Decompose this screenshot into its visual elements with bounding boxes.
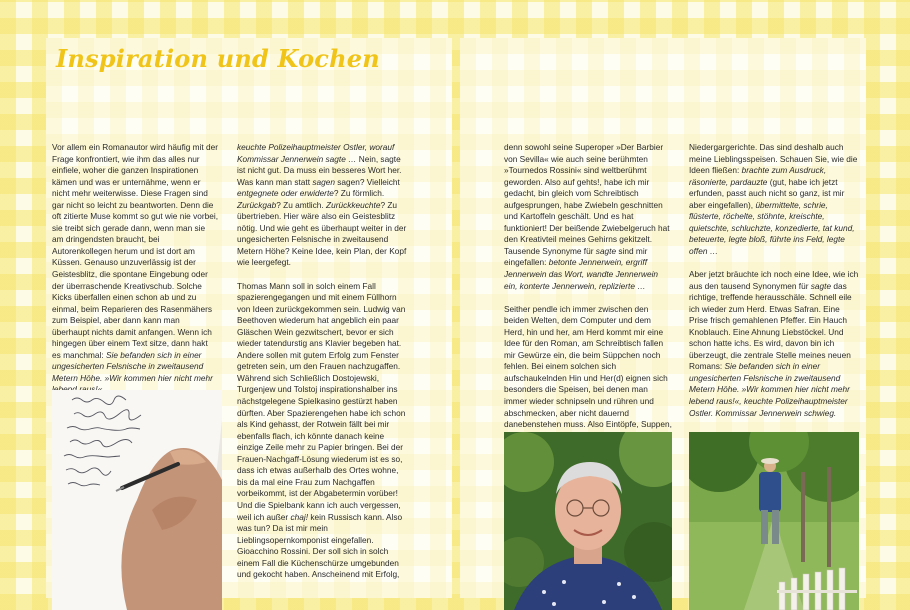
paragraph-text: (gut, habe ich jetzt erfunden, passt auch nicht so ganz, ist mir aber eingefallen), xyxy=(689,176,845,210)
paragraph-text: ? Zu förmlich. xyxy=(333,188,385,199)
walking-in-garden-photo xyxy=(689,432,859,610)
paragraph xyxy=(52,142,218,396)
text-column-2 xyxy=(237,142,409,592)
paragraph-text: Nein, sagte ist nicht gut. Da muss ein besseres Wort her. Was kann man statt xyxy=(237,153,402,187)
paragraph-text: denn sowohl seine Superoper »Der Barbier von Sevilla« wie auch seine berühmten »Tournedos Rossini« sind weltberühmt geworden. Also auf gehts!, habe ich mir gedacht, bin gleich vom Schreibtisch aufgesprungen, habe Zwiebeln geschnitten und Kartoffeln geschält. Und es hat funktioniert! Der beißende Zwiebelgeruch hat den Kreativteil meines Gehirns gekitzelt. Tausende Synonyme für xyxy=(504,142,670,256)
page-title: Inspiration und Kochen xyxy=(56,44,380,73)
paragraph-text: kein Russisch kann. Also was tun? Da ist mir mein Lieblingsopernkomponist eingefallen. Gioacchino Rossini. Der soll sich in solch einem Fall die Küchenschürze umgebunden und gekocht haben. Anscheinend mit Erfolg, xyxy=(237,511,403,580)
paragraph-text: Vor allem ein Romanautor wird häufig mit der Frage konfrontiert, wie ihm das alles nur einfiele, woher die ganzen Inspirationen kämen und was er unternähme, wenn er nicht mehr weiterwisse. Diese Fragen sind gar nicht so leicht zu beantworten. Denn die oft zitierte Muse kommt so gut wie nie vorbei, sie treibt sich gerade dann, wenn man sie am dringendsten braucht, bei Autorenkollegen herum und ist dort am Küssen. Genauso unzuverlässig ist der Geistesblitz, die spontane Eingebung oder der überraschende Kreativschub. Solche Kicks überfallen einen schon ab und zu einmal, beim Reparieren des Rasenmähers zum Beispiel, aber dann kann man überhaupt nichts damit anfangen. Wenn ich hingegen über einem Text sitze, dann hakt es manchmal: xyxy=(52,142,219,360)
quote-text: übermittelte, schrie, flüsterte, röchelte, stöhnte, kreischte, quietschte, schluchzte, konzedierte, tat kund, beteuerte, legte bloß, führte ins Feld, legte offen … xyxy=(689,199,855,256)
paragraph xyxy=(237,281,409,581)
handwriting-photo xyxy=(52,390,222,610)
paragraph-text: sind mir eingefallen: xyxy=(504,245,648,268)
paragraph xyxy=(504,304,672,443)
paragraph-text: sagen? Vielleicht xyxy=(337,176,400,187)
quote-text: Sie befanden sich in einer ungesicherten Felsnische in zweitausend Metern Höhe. »Wir kommen hier nicht mehr xyxy=(52,349,213,383)
author-portrait-photo xyxy=(504,432,672,610)
emphasis-text: Zurückgab xyxy=(237,199,277,210)
emphasis-text: sagen xyxy=(312,176,335,187)
paragraph-text: ? Zu übertrieben. Hier wäre also ein Geistesblitz nötig. Und wie geht es überhaupt weiter in der ungesicherten Felsnische in zweitausend Metern Höhe? Keine Idee, kein Plan, der Kopf wie leergefegt. xyxy=(237,199,407,268)
emphasis-text: entgegnete oder erwiderte xyxy=(237,188,334,199)
paragraph-text: das richtige, treffende herausschäle. Schnell eile ich wieder zum Herd. Etwas Safran. Eine Prise frisch gemahlenen Pfeffer. Ein Hauch Knoblauch. Eine Ahnung Liebstöckel. Und schon hatte ichs. Es wird, davon bin ich überzeugt, die zentrale Stelle meines neuen Romans: xyxy=(689,280,852,372)
emphasis-text: chaj! xyxy=(290,511,309,522)
text-column-1 xyxy=(52,142,218,408)
paragraph xyxy=(237,142,409,269)
emphasis-text: Zurückkeuchte xyxy=(326,199,381,210)
paragraph xyxy=(689,269,859,419)
paragraph-text: Aber jetzt bräuchte ich noch eine Idee, wie ich aus den tausend Synonymen für xyxy=(689,269,859,291)
emphasis-text: sagte xyxy=(595,245,617,256)
text-column-3 xyxy=(504,142,672,454)
paragraph xyxy=(504,142,672,292)
emphasis-text: brachte zum Ausdruck, räsonierte, pardauzte xyxy=(689,165,827,187)
paragraph-text: Niedergargerichte. Das sind deshalb auch meine Lieblingsspeisen. Schauen Sie, wie die Ideen fließen: xyxy=(689,142,858,176)
emphasis-text: sagte xyxy=(810,280,832,291)
paragraph-text: ? Zu amtlich. xyxy=(276,199,324,210)
quote-text: keuchte Polizeihauptmeister Ostler, worauf Kommissar Jennerwein sagte … xyxy=(237,142,395,164)
quote-text: Sie befanden sich in einer ungesicherten Felsnische in zweitausend Metern Höhe. »Wir kommen hier nicht mehr lebend raus!«, keuchte Polizeihauptmeister Ostler. Kommissar Jennerwein schwieg. xyxy=(689,361,850,418)
quote-text: betonte Jennerwein, ergriff Jennerwein das Wort, wandte Jennerwein ein, konterte Jennerwein, replizierte … xyxy=(504,257,659,291)
text-column-4 xyxy=(689,142,859,431)
paragraph-text: Thomas Mann soll in solch einem Fall spazierengegangen und mit einem Füllhorn von Ideen zurückgekommen sein. Ludwig van Beethoven wiederum hat angeblich ein paar Gläschen Wein gezwitschert, bevor er sich wieder tatendurstig ans Klavier begeben hat. Andere sollen mit gutem Erfolg zum Fenster getreten sein, um den Frauen nachzugaffen. Während sich Schließlich Dostojewski, Turgenjew und Tolstoj inspirationshalber ins nächstgelegene Spielkasino gestürzt haben dürften. Aber Spazierengehen habe ich schon als Kind gehasst, der Rotwein fällt bei mir ebenfalls flach, ich könnte danach keine einzige Zeile mehr zu Papier bringen. Bei der Frauen-Nachgaff-Lösung wiederum ist es so, dass ich etwas außerhalb des Ortes wohne, bis da mal eine Frau zum Nachgaffen vorbeikommt, ist der Abgabetermin vorüber! Und die Spielbank kann ich auch vergessen, weil ich außer xyxy=(237,280,406,522)
paragraph-text: Seither pendle ich immer zwischen den beiden Welten, dem Computer und dem Herd, hin und her, am Herd kommt mir eine Idee für den Roman, am Schreibtisch fallen mir Gewürze ein, die beim Süppchen noch fehlen. Bei einem solchen sich aufschaukelnden Hin und Her(d) eignen sich besonders die Speisen, bei denen man immer wieder schnipseln und rühren und abschmecken, aber nicht dauernd danebenstehen muss. Also Eintöpfe, Suppen, xyxy=(504,303,672,430)
paragraph xyxy=(689,142,859,257)
